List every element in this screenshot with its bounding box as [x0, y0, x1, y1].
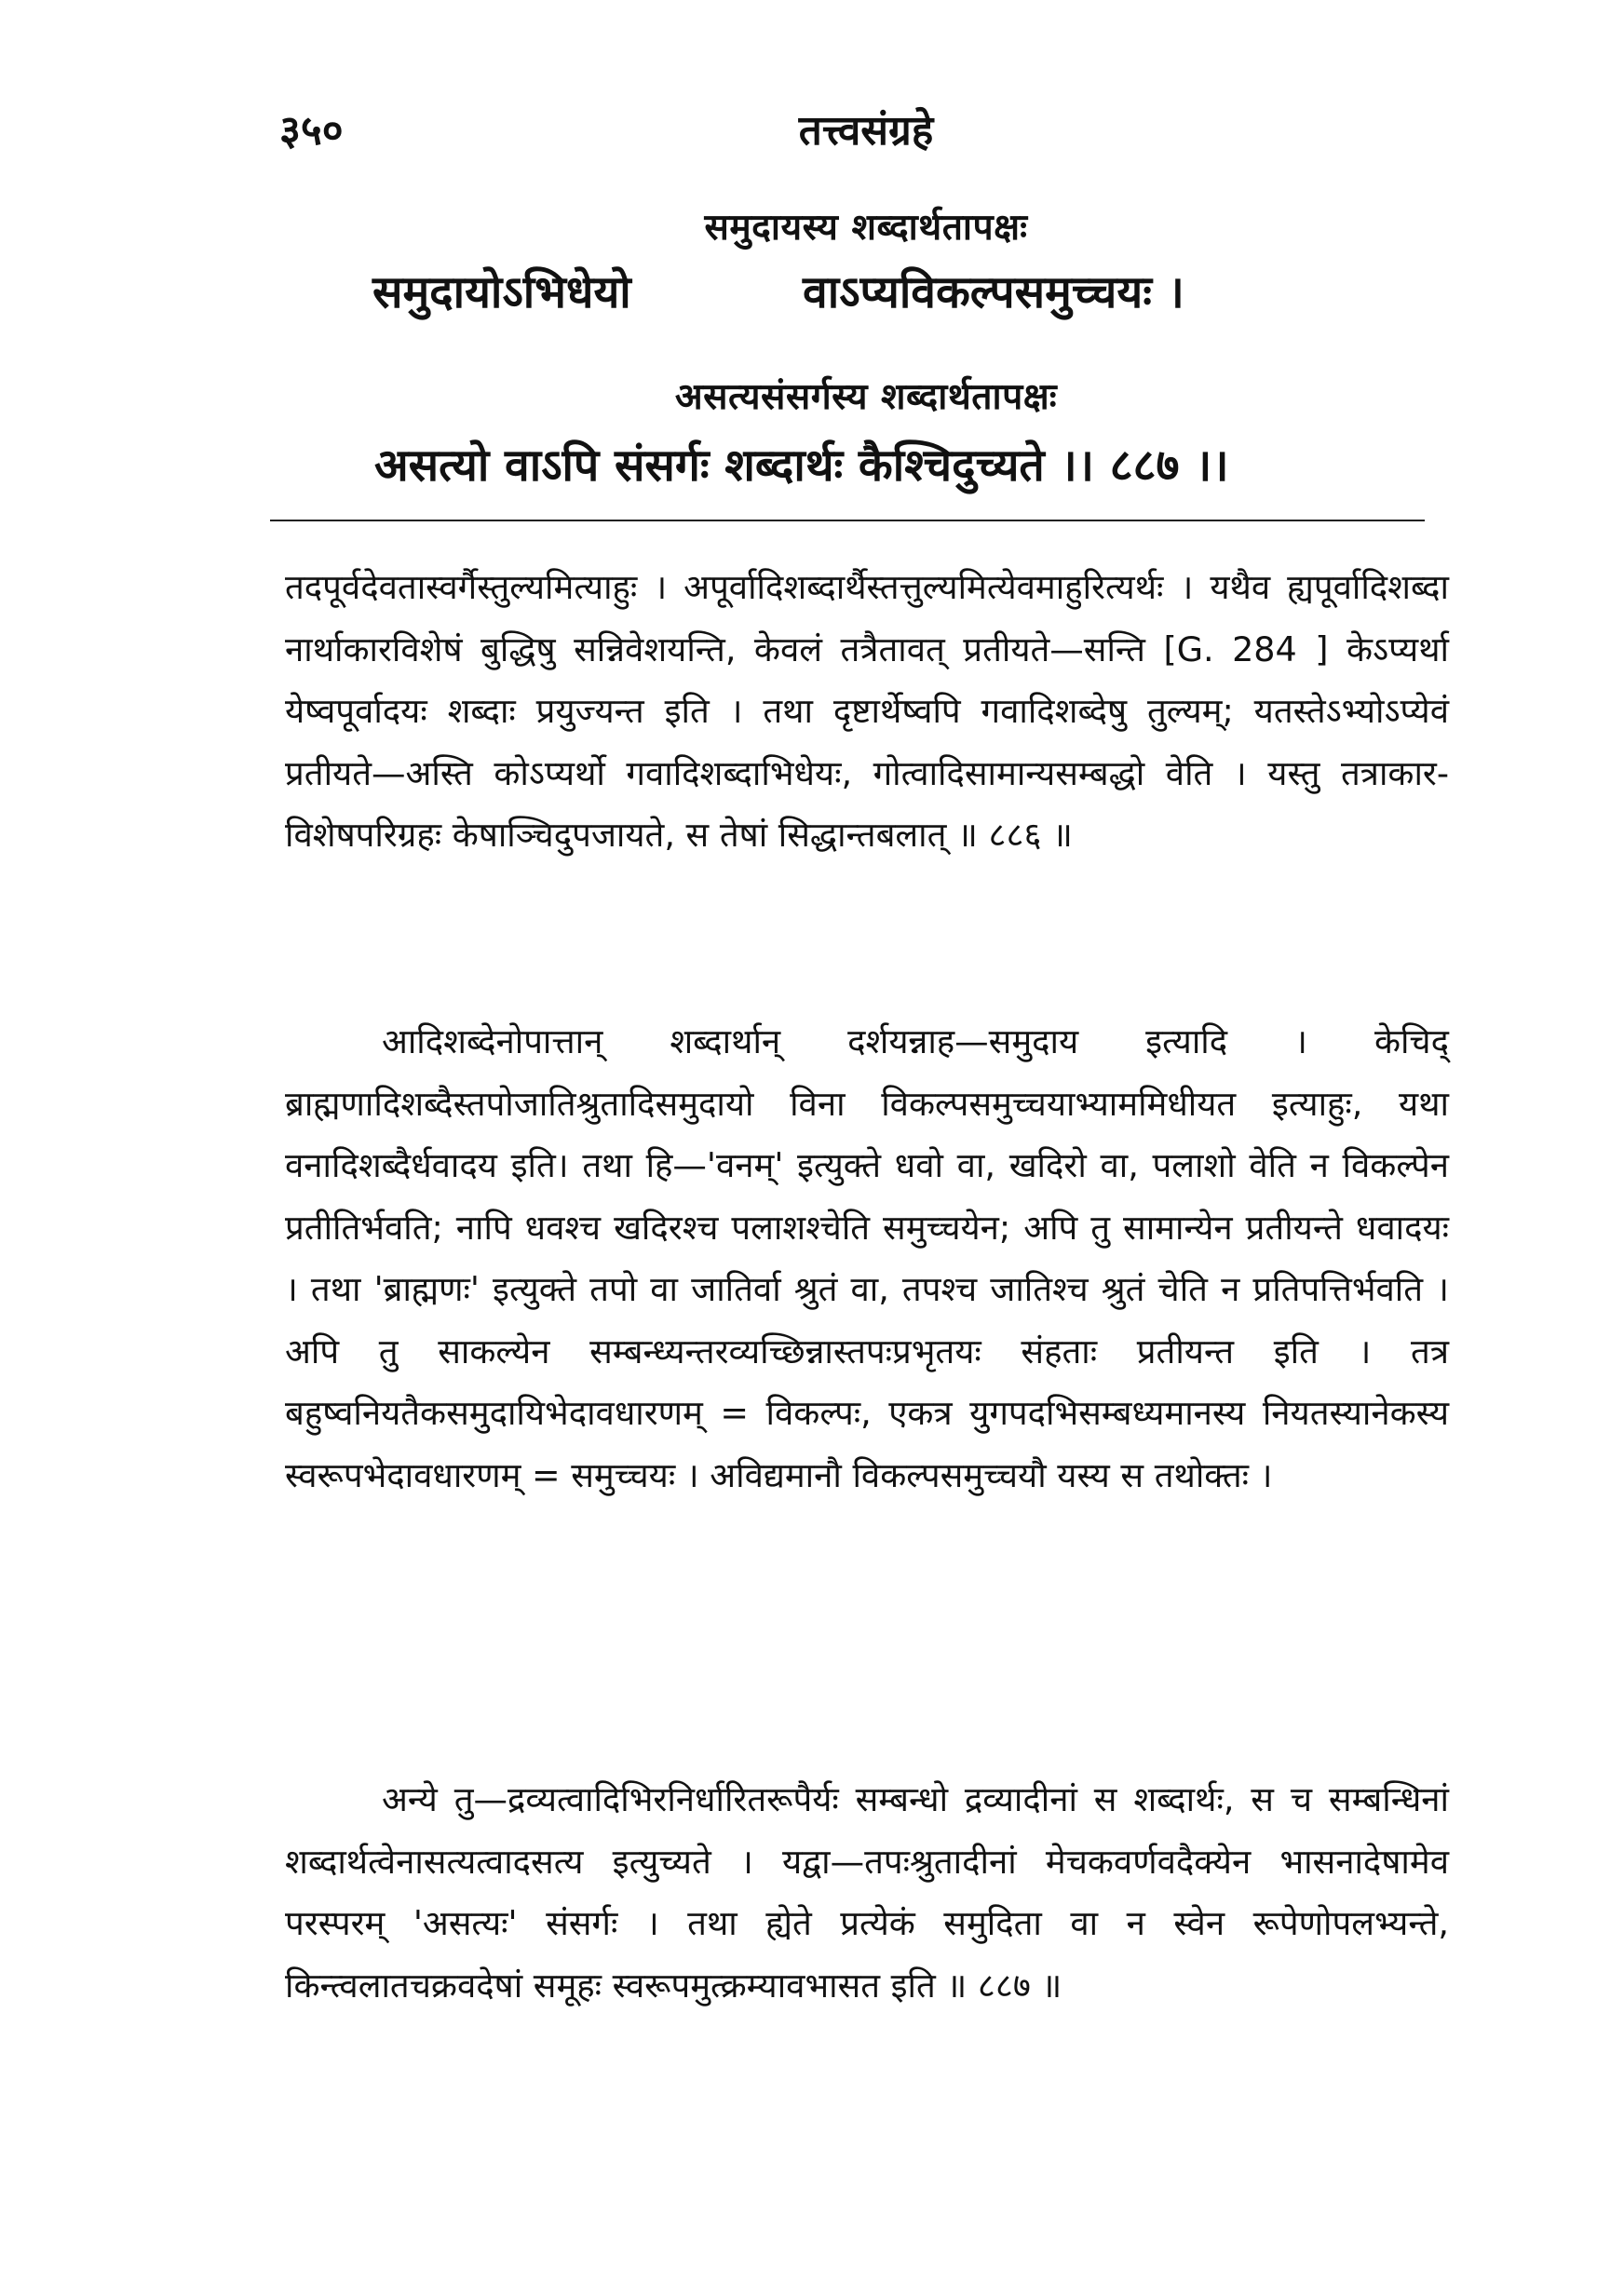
verse-line-2: असत्यो वाऽपि संसर्गः शब्दार्थः कैश्चिदुच्यते ।। ८८७ ।। — [374, 439, 1229, 492]
page-number: ३५० — [279, 107, 344, 155]
verse-commentary-divider — [270, 520, 1425, 521]
running-title: तत्त्वसंग्रहे — [798, 107, 934, 155]
section-heading-2: असत्यसंसर्गस्य शब्दार्थतापक्षः — [674, 376, 1058, 418]
commentary-paragraph-2: आदिशब्देनोपात्तान् शब्दार्थान् दर्शयन्नाह—समुदाय इत्यादि । केचिद् ब्राह्मणादिशब्दैस्तपोजातिश्रुतादिसमुदायो विना विकल्पसमुच्चयाभ्याममिधीयत इत्याहुः, यथा वनादिशब्दैर्धवादय इति। तथा हि—'वनम्' इत्युक्ते धवो वा, खदिरो वा, पलाशो वेति न विकल्पेन प्रतीतिर्भवति; नापि धवश्च खदिरश्च पलाशश्चेति समुच्चयेन; अपि तु सामान्येन प्रतीयन्ते धवादयः । तथा 'ब्राह्मणः' इत्युक्ते तपो वा जातिर्वा श्रुतं वा, तपश्च जातिश्च श्रुतं चेति न प्रतिपत्तिर्भवति । अपि तु साकल्येन सम्बन्ध्यन्तरव्यच्छिन्नास्तपःप्रभृतयः संहताः प्रतीयन्त इति । तत्र बहुष्वनियतैकसमुदायिभेदावधारणम् = विकल्पः, एकत्र युगपदभिसम्बध्यमानस्य नियतस्यानेकस्य स्वरूपभेदावधारणम् = समुच्चयः । अविद्यमानौ विकल्पसमुच्चयौ यस्य स तथोक्तः । — [285, 1021, 1449, 1495]
verse-line-1a: समुदायोऽभिधेयो — [372, 266, 631, 318]
commentary-paragraph-3: अन्ये तु—द्रव्यत्वादिभिरनिर्धारितरूपैर्यः सम्बन्धो द्रव्यादीनां स शब्दार्थः, स च सम्बन्धिनां शब्दार्थत्वेनासत्यत्वादसत्य इत्युच्यते । यद्वा—तपःश्रुतादीनां मेचकवर्णवदैक्येन भासनादेषामेव परस्परम् 'असत्यः' संसर्गः । तथा ह्येते प्रत्येकं समुदिता वा न स्वेन रूपेणोपलभ्यन्ते, किन्त्वलातचक्रवदेषां समूहः स्वरूपमुत्क्रम्यावभासत इति ॥ ८८७ ॥ — [285, 1779, 1449, 2006]
section-heading-1: समुदायस्य शब्दार्थतापक्षः — [704, 207, 1028, 249]
verse-line-1b: वाऽप्यविकल्पसमुच्चयः । — [803, 266, 1184, 318]
commentary-paragraph-1: तदपूर्वदेवतास्वर्गैस्तुल्यमित्याहुः । अपूर्वादिशब्दार्थैस्तत्तुल्यमित्येवमाहुरित्यर्थः । यथैव ह्यपूर्वादिशब्दा नार्थाकारविशेषं बुद्धिषु सन्निवेशयन्ति, केवलं तत्रैतावत् प्रतीयते—सन्ति [G. 284 ] केऽप्यर्था येष्वपूर्वादयः शब्दाः प्रयुज्यन्त इति । तथा दृष्टार्थेष्वपि गवादिशब्देषु तुल्यम्; यतस्तेऽभ्योऽप्येवं प्रतीयते—अस्ति कोऽप्यर्थो गवादिशब्दाभिधेयः, गोत्वादिसामान्यसम्बद्धो वेति । यस्तु तत्राकार-विशेषपरिग्रहः केषाञ्चिदुपजायते, स तेषां सिद्धान्तबलात् ॥ ८८६ ॥ — [285, 567, 1449, 855]
page-header — [279, 101, 1453, 156]
